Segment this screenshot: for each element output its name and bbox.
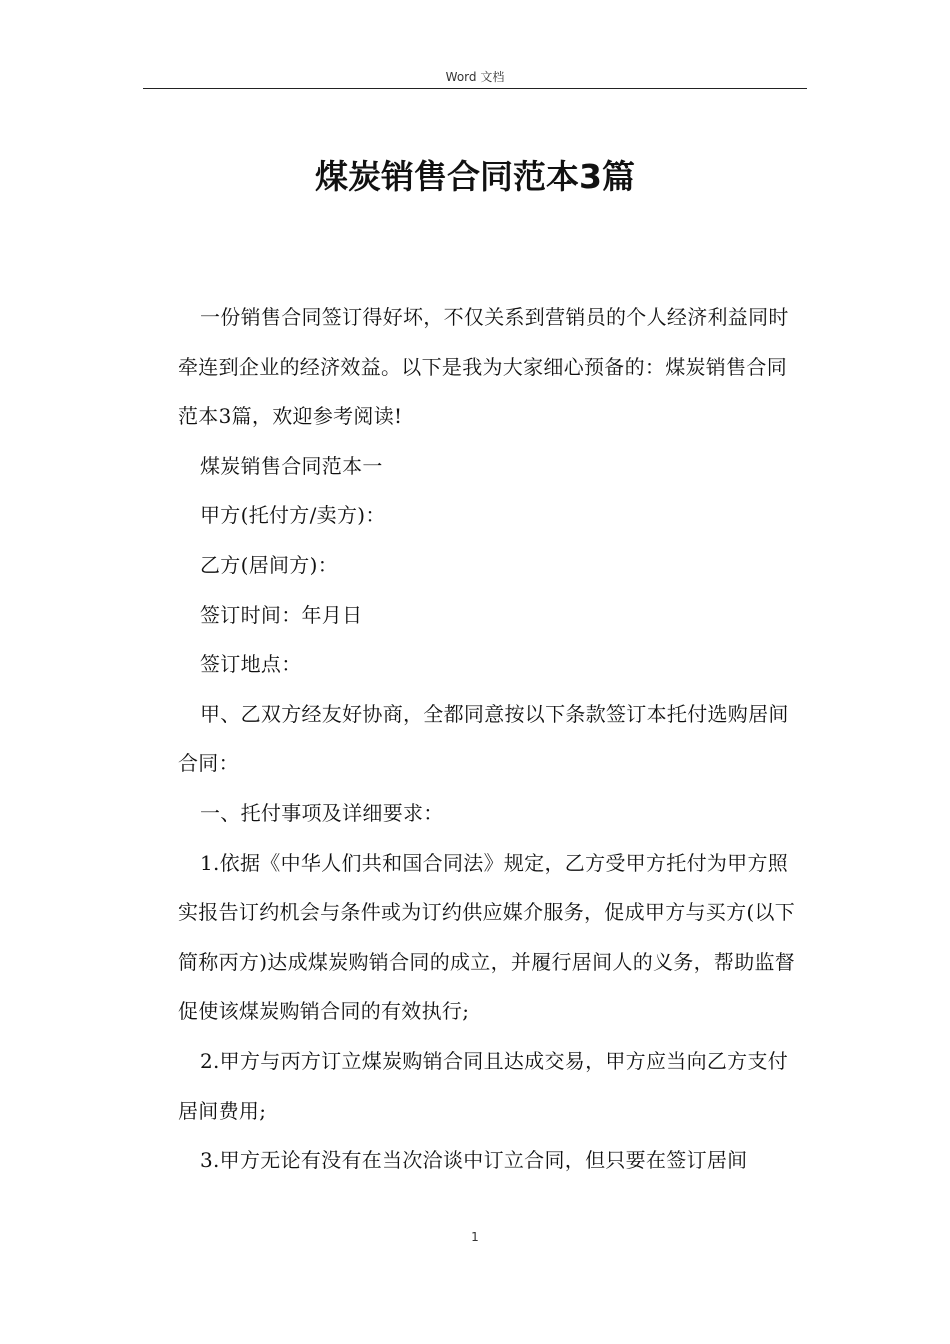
paragraph-clause-1: 1.依据《中华人们共和国合同法》规定，乙方受甲方托付为甲方照实报告订约机会与条件或为订约供应媒介服务，促成甲方与买方(以下简称丙方)达成煤炭购销合同的成立，并履行居间人的义务，帮助监督促使该煤炭购销合同的有效执行; [178,850,796,1024]
page-header [143,66,807,89]
paragraph-clause-2: 2.甲方与丙方订立煤炭购销合同且达成交易，甲方应当向乙方支付居间费用; [178,1048,789,1123]
paragraph-sign-date: 签订时间：年月日 [200,602,363,627]
paragraph-section-heading: 煤炭销售合同范本一 [200,453,383,478]
header-label: Word 文档 [445,70,505,84]
paragraph-clause-3: 3.甲方无论有没有在当次洽谈中订立合同，但只要在签订居间 [200,1148,748,1173]
paragraph-sign-place: 签订地点： [200,652,302,677]
document-title: 煤炭销售合同范本3篇 [315,157,635,196]
paragraph-party-b: 乙方(居间方)： [200,552,339,577]
paragraph-clause-heading: 一、托付事项及详细要求： [200,800,444,825]
page-number: 1 [471,1230,479,1244]
paragraph-intro: 一份销售合同签订得好坏，不仅关系到营销员的个人经济利益同时牵连到企业的经济效益。以下是我为大家细心预备的：煤炭销售合同范本3篇，欢迎参考阅读! [178,305,789,429]
document-body [178,293,803,1186]
paragraph-party-a: 甲方(托付方/卖方)： [200,503,386,528]
paragraph-agreement: 甲、乙双方经友好协商，全都同意按以下条款签订本托付选购居间合同： [178,701,789,776]
